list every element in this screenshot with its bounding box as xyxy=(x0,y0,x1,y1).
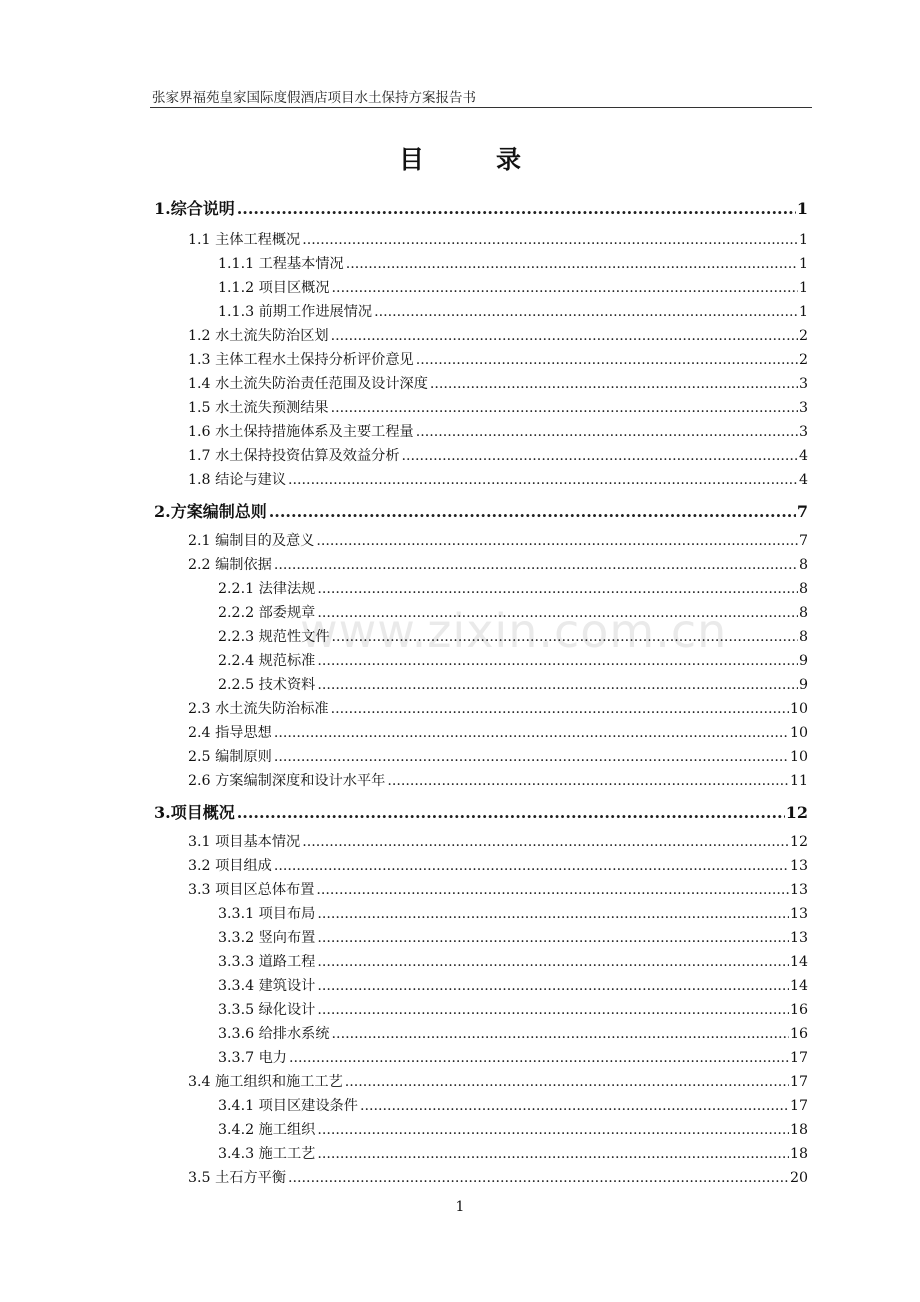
toc-entry-page: 8 xyxy=(798,557,808,573)
toc-entry-label: 3.4.3 施工工艺 xyxy=(218,1146,316,1162)
toc-entry-page: 8 xyxy=(798,581,808,597)
toc-entry-page: 17 xyxy=(789,1098,808,1114)
toc-entry[interactable] xyxy=(188,722,808,742)
toc-entry[interactable] xyxy=(218,602,808,622)
toc-entry-page: 12 xyxy=(785,803,808,822)
toc-dot-leader xyxy=(302,834,789,850)
toc-entry-page: 1 xyxy=(798,256,808,272)
watermark: www.zixin.com.cn xyxy=(300,604,728,658)
toc-entry[interactable] xyxy=(188,554,808,574)
toc-dot-leader xyxy=(317,581,798,597)
toc-entry[interactable] xyxy=(218,1047,808,1067)
toc-entry-label: 1.综合说明 xyxy=(154,199,235,218)
toc-entry-page: 12 xyxy=(789,834,808,850)
toc-entry-label: 2.2.5 技术资料 xyxy=(218,677,316,693)
toc-entry-label: 1.2 水土流失防治区划 xyxy=(188,328,329,344)
toc-entry-page: 17 xyxy=(789,1074,808,1090)
toc-entry-page: 3 xyxy=(798,400,808,416)
toc-entry[interactable] xyxy=(218,999,808,1019)
toc-dot-leader xyxy=(288,1170,789,1186)
toc-dot-leader xyxy=(331,701,789,717)
toc-entry-label: 3.3.5 绿化设计 xyxy=(218,1002,316,1018)
toc-entry-page: 14 xyxy=(789,954,808,970)
toc-entry[interactable] xyxy=(188,469,808,489)
toc-entry-page: 18 xyxy=(789,1122,808,1138)
toc-entry-label: 2.3 水土流失防治标准 xyxy=(188,701,329,717)
toc-entry[interactable] xyxy=(188,698,808,718)
toc-dot-leader xyxy=(346,256,798,272)
toc-dot-leader xyxy=(274,725,789,741)
toc-dot-leader xyxy=(317,1122,789,1138)
toc-entry-page: 9 xyxy=(798,677,808,693)
toc-dot-leader xyxy=(331,400,798,416)
toc-entry[interactable] xyxy=(188,325,808,345)
toc-dot-leader xyxy=(274,858,789,874)
toc-dot-leader xyxy=(374,304,798,320)
toc-entry-label: 2.1 编制目的及意义 xyxy=(188,533,315,549)
toc-entry-page: 13 xyxy=(789,906,808,922)
toc-entry[interactable] xyxy=(218,1023,808,1043)
running-header: 张家界福苑皇家国际度假酒店项目水土保持方案报告书 xyxy=(152,90,476,106)
toc-dot-leader xyxy=(274,749,789,765)
toc-entry-label: 3.3.2 竖向布置 xyxy=(218,930,316,946)
toc-dot-leader xyxy=(237,199,796,218)
toc-entry-label: 1.6 水土保持措施体系及主要工程量 xyxy=(188,424,414,440)
toc-entry[interactable] xyxy=(188,530,808,550)
toc-dot-leader xyxy=(269,502,796,521)
toc-dot-leader xyxy=(416,352,798,368)
toc-entry-label: 2.2.3 规范性文件 xyxy=(218,629,330,645)
toc-entry[interactable] xyxy=(188,879,808,899)
toc-entry[interactable] xyxy=(188,421,808,441)
toc-entry-page: 7 xyxy=(798,533,808,549)
toc-entry-label: 3.项目概况 xyxy=(154,803,235,822)
page-number: 1 xyxy=(455,1199,465,1215)
toc-entry[interactable] xyxy=(218,650,808,670)
toc-entry-label: 3.4.2 施工组织 xyxy=(218,1122,316,1138)
toc-dot-leader xyxy=(317,677,798,693)
toc-entry-page: 13 xyxy=(789,882,808,898)
toc-entry-page: 9 xyxy=(798,653,808,669)
toc-entry-label: 1.8 结论与建议 xyxy=(188,472,287,488)
toc-dot-leader xyxy=(317,954,789,970)
toc-dot-leader xyxy=(317,906,789,922)
toc-entry[interactable] xyxy=(188,831,808,851)
toc-dot-leader xyxy=(237,803,785,822)
toc-entry-page: 16 xyxy=(789,1026,808,1042)
toc-entry-label: 2.2 编制依据 xyxy=(188,557,272,573)
toc-entry[interactable] xyxy=(154,800,808,823)
toc-entry-label: 3.3.7 电力 xyxy=(218,1050,287,1066)
toc-entry[interactable] xyxy=(188,229,808,249)
toc-dot-leader xyxy=(316,533,798,549)
toc-dot-leader xyxy=(345,1074,789,1090)
toc-entry[interactable] xyxy=(218,975,808,995)
toc-dot-leader xyxy=(416,424,798,440)
toc-dot-leader xyxy=(331,328,798,344)
toc-dot-leader xyxy=(289,1050,789,1066)
toc-dot-leader xyxy=(317,1146,789,1162)
toc-entry-label: 1.1.3 前期工作进展情况 xyxy=(218,304,373,320)
toc-dot-leader xyxy=(316,882,789,898)
toc-entry-page: 8 xyxy=(798,605,808,621)
toc-entry-label: 2.2.2 部委规章 xyxy=(218,605,316,621)
toc-entry-page: 2 xyxy=(798,328,808,344)
toc-entry-label: 3.3.4 建筑设计 xyxy=(218,978,316,994)
toc-entry-label: 2.4 指导思想 xyxy=(188,725,272,741)
toc-entry-page: 3 xyxy=(798,424,808,440)
toc-entry[interactable] xyxy=(218,674,808,694)
toc-entry-page: 16 xyxy=(789,1002,808,1018)
toc-entry-label: 2.5 编制原则 xyxy=(188,749,272,765)
toc-entry-page: 20 xyxy=(789,1170,808,1186)
toc-entry-page: 3 xyxy=(798,376,808,392)
toc-entry-label: 2.2.4 规范标准 xyxy=(218,653,316,669)
toc-entry-label: 1.7 水土保持投资估算及效益分析 xyxy=(188,448,400,464)
header-rule xyxy=(150,107,812,108)
toc-dot-leader xyxy=(332,280,798,296)
toc-dot-leader xyxy=(430,376,798,392)
toc-dot-leader xyxy=(360,1098,789,1114)
toc-entry[interactable] xyxy=(218,1119,808,1139)
toc-entry-label: 3.3.6 给排水系统 xyxy=(218,1026,330,1042)
toc-entry[interactable] xyxy=(218,1143,808,1163)
toc-entry[interactable] xyxy=(188,746,808,766)
toc-entry[interactable] xyxy=(218,626,808,646)
toc-entry-label: 1.1 主体工程概况 xyxy=(188,232,301,248)
toc-entry-label: 1.1.2 项目区概况 xyxy=(218,280,330,296)
toc-entry-page: 11 xyxy=(789,773,808,789)
toc-dot-leader xyxy=(317,930,789,946)
toc-dot-leader xyxy=(288,472,798,488)
toc-entry[interactable] xyxy=(218,578,808,598)
toc-entry[interactable] xyxy=(188,1167,808,1187)
toc-entry-page: 17 xyxy=(789,1050,808,1066)
toc-entry-page: 18 xyxy=(789,1146,808,1162)
toc-entry-page: 13 xyxy=(789,930,808,946)
toc-entry-page: 10 xyxy=(789,701,808,717)
toc-entry[interactable] xyxy=(188,397,808,417)
toc-entry[interactable] xyxy=(218,253,808,273)
toc-entry-label: 2.6 方案编制深度和设计水平年 xyxy=(188,773,386,789)
toc-entry-label: 1.1.1 工程基本情况 xyxy=(218,256,344,272)
toc-entry-label: 1.3 主体工程水土保持分析评价意见 xyxy=(188,352,414,368)
toc-entry[interactable] xyxy=(188,373,808,393)
toc-entry-page: 1 xyxy=(798,280,808,296)
toc-dot-leader xyxy=(317,978,789,994)
toc-entry-page: 1 xyxy=(798,232,808,248)
toc-dot-leader xyxy=(332,1026,789,1042)
toc-entry-page: 13 xyxy=(789,858,808,874)
toc-dot-leader xyxy=(274,557,798,573)
toc-entry-page: 4 xyxy=(798,448,808,464)
page-title xyxy=(0,140,920,176)
toc-entry[interactable] xyxy=(218,277,808,297)
toc-entry-label: 1.5 水土流失预测结果 xyxy=(188,400,329,416)
title-char-1: 目 xyxy=(398,145,424,174)
toc-dot-leader xyxy=(387,773,789,789)
toc-entry-page: 10 xyxy=(789,725,808,741)
toc-entry[interactable] xyxy=(188,445,808,465)
toc-entry[interactable] xyxy=(188,770,808,790)
toc-entry-label: 3.4 施工组织和施工工艺 xyxy=(188,1074,343,1090)
toc-entry[interactable] xyxy=(154,196,808,219)
toc-entry[interactable] xyxy=(188,349,808,369)
toc-entry-label: 3.1 项目基本情况 xyxy=(188,834,301,850)
toc-entry-page: 1 xyxy=(796,199,808,218)
title-char-2: 录 xyxy=(496,145,522,174)
toc-entry[interactable] xyxy=(218,301,808,321)
toc-entry[interactable] xyxy=(188,855,808,875)
toc-entry-label: 1.4 水土流失防治责任范围及设计深度 xyxy=(188,376,428,392)
toc-entry[interactable] xyxy=(218,927,808,947)
toc-entry[interactable] xyxy=(218,903,808,923)
toc-dot-leader xyxy=(317,653,798,669)
toc-entry-label: 3.4.1 项目区建设条件 xyxy=(218,1098,358,1114)
toc-dot-leader xyxy=(317,1002,789,1018)
toc-dot-leader xyxy=(402,448,798,464)
toc-entry-page: 7 xyxy=(796,502,808,521)
toc-entry-label: 2.方案编制总则 xyxy=(154,502,267,521)
toc-entry-label: 2.2.1 法律法规 xyxy=(218,581,316,597)
toc-entry[interactable] xyxy=(154,499,808,522)
toc-entry-label: 3.5 土石方平衡 xyxy=(188,1170,287,1186)
toc-dot-leader xyxy=(302,232,798,248)
toc-entry-label: 3.3 项目区总体布置 xyxy=(188,882,315,898)
toc-entry-page: 10 xyxy=(789,749,808,765)
toc-entry-label: 3.3.3 道路工程 xyxy=(218,954,316,970)
toc-entry-page: 4 xyxy=(798,472,808,488)
toc-entry-page: 2 xyxy=(798,352,808,368)
toc-dot-leader xyxy=(332,629,798,645)
toc-entry[interactable] xyxy=(218,951,808,971)
toc-dot-leader xyxy=(317,605,798,621)
toc-entry-page: 14 xyxy=(789,978,808,994)
toc-entry-page: 1 xyxy=(798,304,808,320)
toc-entry-page: 8 xyxy=(798,629,808,645)
toc-entry[interactable] xyxy=(218,1095,808,1115)
toc-entry-label: 3.2 项目组成 xyxy=(188,858,272,874)
toc-entry[interactable] xyxy=(188,1071,808,1091)
toc-entry-label: 3.3.1 项目布局 xyxy=(218,906,316,922)
